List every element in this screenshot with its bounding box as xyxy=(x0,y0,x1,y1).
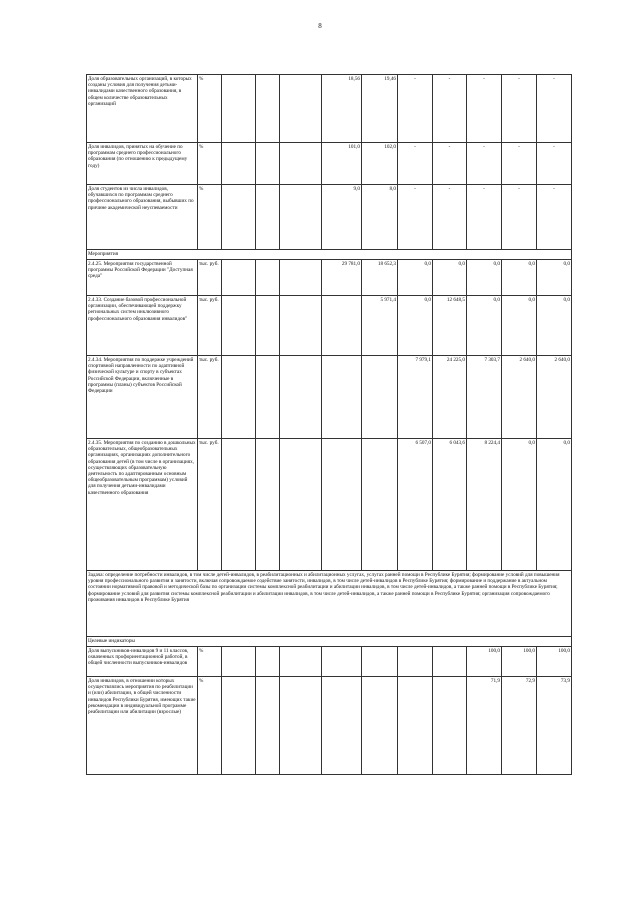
value-cell: 18,56 xyxy=(322,75,362,143)
section-heading: Целевые индикаторы xyxy=(87,637,572,647)
value-cell xyxy=(322,356,362,439)
value-cell: - xyxy=(467,185,502,250)
value-cell xyxy=(398,677,433,775)
value-cell: - xyxy=(502,143,537,185)
value-cell: 0,0 xyxy=(537,439,572,571)
indicator-name: Доля выпускников-инвалидов 9 и 11 классов, охваченных профориентационной работой, в общей численности выпускников-инвалидов xyxy=(87,647,198,677)
value-cell: - xyxy=(433,185,467,250)
value-cell: 2 640,0 xyxy=(537,356,572,439)
value-cell: - xyxy=(502,75,537,143)
value-cell xyxy=(280,185,322,250)
unit-cell: % xyxy=(198,647,222,677)
value-cell: - xyxy=(433,143,467,185)
value-cell: 0,0 xyxy=(467,296,502,356)
value-cell: 100,0 xyxy=(502,647,537,677)
indicator-name: Доля инвалидов, принятых на обучение по программам среднего профессионального образования (по отношению к предыдущему году) xyxy=(87,143,198,185)
unit-cell: % xyxy=(198,143,222,185)
task-text: Задача: определение потребности инвалидов, в том числе детей-инвалидов, в реабилитационных и абилитационных услугах, услугах ранней помощи в Республике Бурятия; формирование условий для повышения уровня профессионального развития и занятости, включая сопровождаемое содействие занятости, инвалидов, в том числе детей-инвалидов в Республике Бурятия; формирование и поддержание в актуальном состоянии нормативной правовой и методической базы по организации системы комплексной реабилитации и абилитации инвалидов, в том числе детей-инвалидов, а также ранней помощи в Республике Бурятия; формирование условий для развития системы комплексной реабилитации и абилитации инвалидов, в том числе детей-инвалидов, а также ранней помощи в Республике Бурятия; организация сопровождаемого проживания инвалидов в Республике Бурятия xyxy=(87,571,572,637)
value-cell xyxy=(362,439,398,571)
table-row xyxy=(87,439,572,571)
value-cell: 0,0 xyxy=(398,296,433,356)
indicator-name: Доля инвалидов, в отношении которых осуществлялись мероприятия по реабилитации и (или) абилитации, в общей численности инвалидов Республики Бурятия, имеющих такие рекомендации в индивидуальной программе реабилитации или абилитации (взрослые) xyxy=(87,677,198,775)
value-cell: 100,0 xyxy=(537,647,572,677)
value-cell: 7 303,7 xyxy=(467,356,502,439)
unit-cell: % xyxy=(198,185,222,250)
unit-cell: тыс. руб. xyxy=(198,356,222,439)
indicator-name: Доля образовательных организаций, в которых созданы условия для получения детьми-инвалидами качественного образования, в общем количестве образовательных организаций xyxy=(87,75,198,143)
value-cell xyxy=(362,356,398,439)
table-row xyxy=(87,296,572,356)
table-row xyxy=(87,677,572,775)
value-cell: 0,0 xyxy=(537,260,572,296)
value-cell: 0,0 xyxy=(502,439,537,571)
value-cell: 24 225,0 xyxy=(433,356,467,439)
value-cell: 8 224,4 xyxy=(467,439,502,571)
unit-cell: % xyxy=(198,677,222,775)
section-heading: Мероприятия xyxy=(87,250,572,260)
program-indicators-table xyxy=(86,74,572,775)
value-cell xyxy=(256,296,280,356)
section-row xyxy=(87,637,572,647)
value-cell: 7 979,1 xyxy=(398,356,433,439)
value-cell xyxy=(280,296,322,356)
value-cell: 5 971,4 xyxy=(362,296,398,356)
value-cell: - xyxy=(398,75,433,143)
indicator-name: 2.4.25. Мероприятия государственной программы Российской Федерации "Доступная среда" xyxy=(87,260,198,296)
table-row xyxy=(87,356,572,439)
value-cell xyxy=(256,677,280,775)
value-cell xyxy=(280,75,322,143)
value-cell xyxy=(256,647,280,677)
value-cell xyxy=(222,75,256,143)
value-cell xyxy=(256,75,280,143)
value-cell xyxy=(222,439,256,571)
unit-cell: % xyxy=(198,75,222,143)
indicator-name: 2.4.33. Создание базовой профессиональной организации, обеспечивающей поддержку региональных систем инклюзивного профессионального образования инвалидов" xyxy=(87,296,198,356)
value-cell xyxy=(222,647,256,677)
value-cell: 101,0 xyxy=(322,143,362,185)
value-cell: - xyxy=(537,185,572,250)
value-cell xyxy=(280,647,322,677)
value-cell xyxy=(280,356,322,439)
value-cell xyxy=(433,677,467,775)
indicator-name: 2.4.34. Мероприятия по поддержке учреждений спортивной направленности по адаптивной физической культуре и спорту в субъектах Российской Федерации, включенные в программы (планы) субъектов Российской Федерации xyxy=(87,356,198,439)
indicator-name: 2.4.35. Мероприятия по созданию в дошкольных образовательных, общеобразовательных организациях, организациях дополнительного образования детей (в том числе в организациях, осуществляющих образовательную деятельность по адаптированным основным общеобразовательным программам) условий для получения детьми-инвалидами качественного образования xyxy=(87,439,198,571)
value-cell: 18 652,3 xyxy=(362,260,398,296)
value-cell: - xyxy=(467,75,502,143)
section-row xyxy=(87,250,572,260)
value-cell: - xyxy=(398,185,433,250)
value-cell: 8,0 xyxy=(362,185,398,250)
value-cell: 0,0 xyxy=(502,296,537,356)
value-cell xyxy=(280,143,322,185)
value-cell xyxy=(222,143,256,185)
value-cell: 6 043,6 xyxy=(433,439,467,571)
unit-cell: тыс. руб. xyxy=(198,260,222,296)
value-cell xyxy=(362,677,398,775)
value-cell: 6 507,0 xyxy=(398,439,433,571)
table-row xyxy=(87,647,572,677)
value-cell xyxy=(256,143,280,185)
value-cell: 71,9 xyxy=(467,677,502,775)
value-cell xyxy=(280,677,322,775)
value-cell xyxy=(280,439,322,571)
value-cell: - xyxy=(537,143,572,185)
value-cell xyxy=(222,185,256,250)
value-cell: 102,0 xyxy=(362,143,398,185)
value-cell: - xyxy=(398,143,433,185)
value-cell xyxy=(322,677,362,775)
value-cell xyxy=(280,260,322,296)
value-cell: 29 781,0 xyxy=(322,260,362,296)
value-cell xyxy=(362,647,398,677)
table-row xyxy=(87,185,572,250)
value-cell xyxy=(256,185,280,250)
value-cell: 73,9 xyxy=(537,677,572,775)
table-row xyxy=(87,143,572,185)
value-cell: 0,0 xyxy=(433,260,467,296)
table-row xyxy=(87,75,572,143)
value-cell: 0,0 xyxy=(502,260,537,296)
value-cell xyxy=(256,260,280,296)
task-row xyxy=(87,571,572,637)
value-cell: - xyxy=(433,75,467,143)
value-cell xyxy=(222,356,256,439)
unit-cell: тыс. руб. xyxy=(198,439,222,571)
value-cell: 0,0 xyxy=(467,260,502,296)
value-cell: 2 640,0 xyxy=(502,356,537,439)
value-cell: - xyxy=(467,143,502,185)
value-cell: 0,0 xyxy=(537,296,572,356)
value-cell xyxy=(222,260,256,296)
value-cell xyxy=(322,296,362,356)
table-row xyxy=(87,260,572,296)
value-cell xyxy=(322,647,362,677)
page-number: 8 xyxy=(318,22,322,30)
value-cell: 12 648,5 xyxy=(433,296,467,356)
value-cell: 19,46 xyxy=(362,75,398,143)
value-cell: 72,9 xyxy=(502,677,537,775)
value-cell xyxy=(433,647,467,677)
value-cell xyxy=(256,439,280,571)
unit-cell: тыс. руб. xyxy=(198,296,222,356)
value-cell xyxy=(398,647,433,677)
indicator-name: Доля студентов из числа инвалидов, обучавшихся по программам среднего профессионального образования, выбывших по причине академической неуспеваемости xyxy=(87,185,198,250)
value-cell: - xyxy=(537,75,572,143)
value-cell xyxy=(222,296,256,356)
value-cell: 0,0 xyxy=(398,260,433,296)
value-cell xyxy=(256,356,280,439)
value-cell: 9,0 xyxy=(322,185,362,250)
value-cell: 100,0 xyxy=(467,647,502,677)
value-cell xyxy=(222,677,256,775)
value-cell xyxy=(322,439,362,571)
value-cell: - xyxy=(502,185,537,250)
